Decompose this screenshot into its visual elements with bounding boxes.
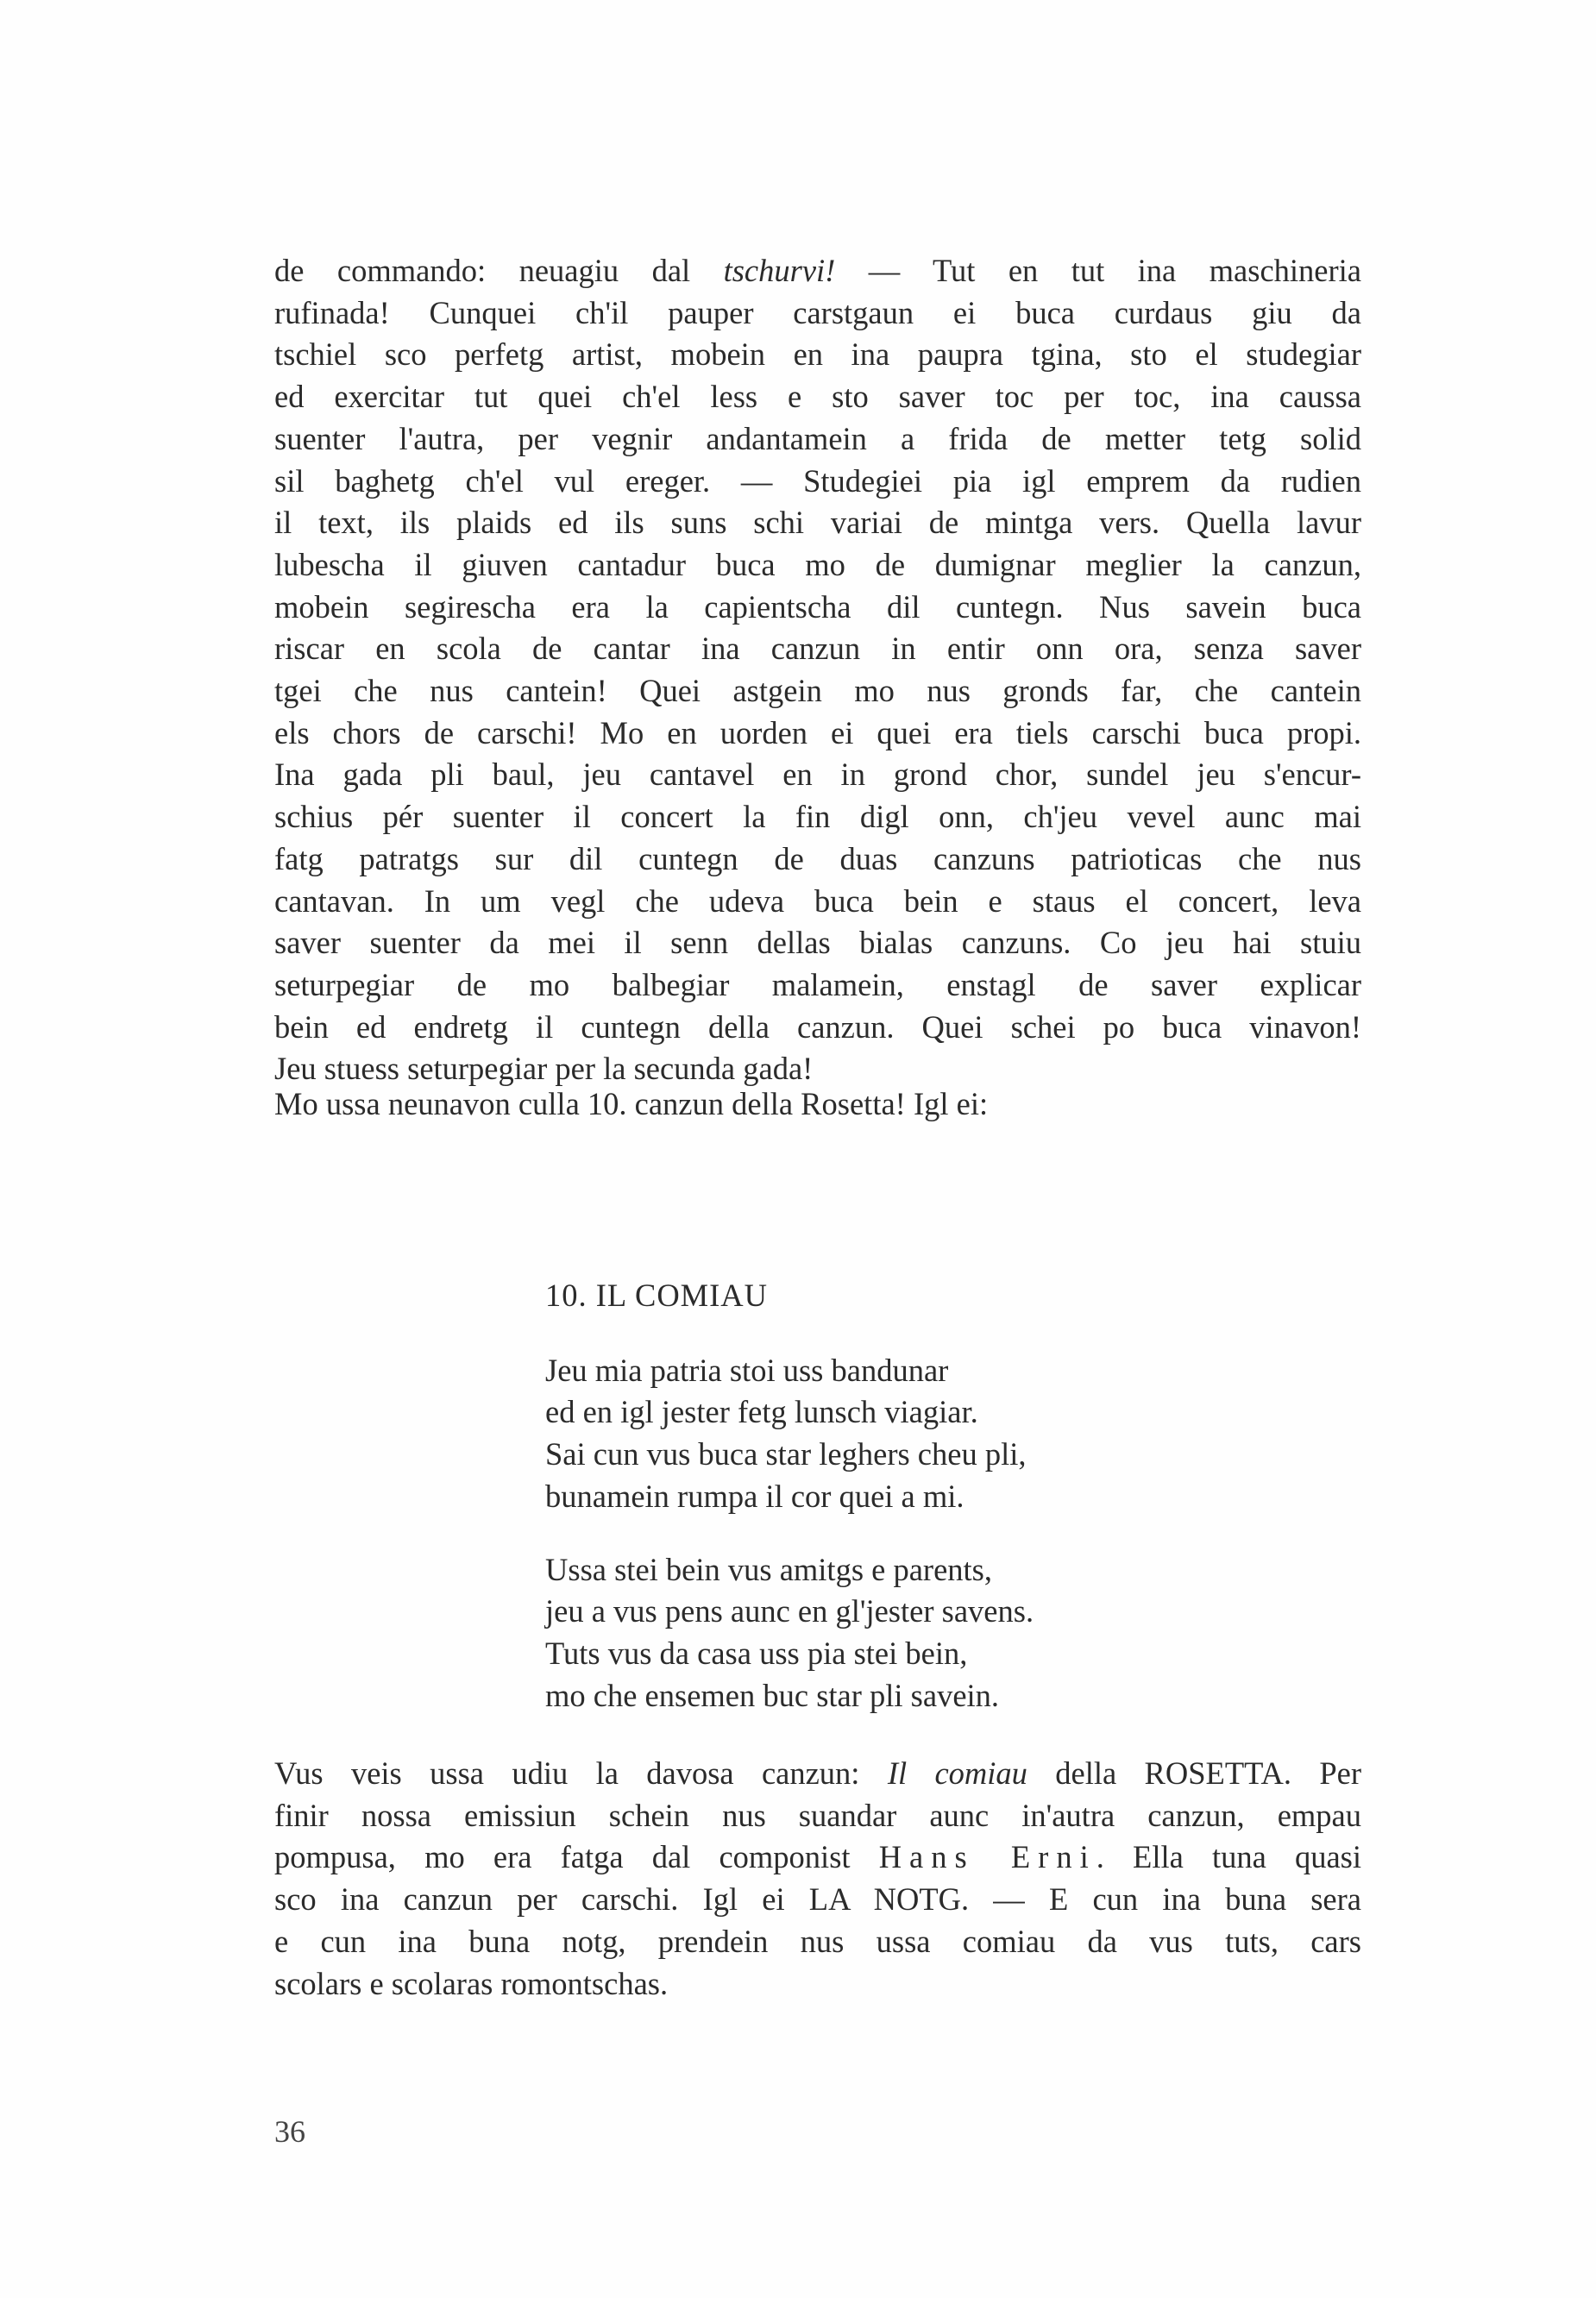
poem-title: 10. IL COMIAU (545, 1278, 769, 1313)
intro-line: Mo ussa neunavon culla 10. canzun della Rosetta! Igl ei: (274, 1086, 989, 1121)
prose-line: saver suenter da mei il senn dellas bialas canzuns. Co jeu hai stuiu (274, 925, 1361, 961)
prose-line: Ina gada pli baul, jeu cantavel en in grond chor, sundel jeu s'encur- (274, 757, 1361, 793)
prose-line: bein ed endretg il cuntegn della canzun. Quei schei po buca vinavon! (274, 1008, 1361, 1045)
prose-line: cantavan. In um vegl che udeva buca bein e staus el concert, leva (274, 882, 1361, 919)
closing-line: scolars e scolaras romontschas. (274, 1965, 669, 2001)
closing-line: pompusa, mo era fatga dal componist Hans Erni. Ella tuna quasi (274, 1839, 1362, 1875)
poem-verse: ed en igl jester fetg lunsch viagiar. (545, 1394, 978, 1430)
body-paragraph (274, 250, 1361, 1090)
prose-line: tschiel sco perfetg artist, mobein en ina paupra tgina, sto el studegiar (274, 336, 1361, 373)
poem-verse: Sai cun vus buca star leghers cheu pli, (545, 1436, 1027, 1472)
prose-line: ed exercitar tut quei ch'el less e sto saver toc per toc, ina caussa (274, 379, 1361, 415)
song-title-italic: Il comiau (887, 1755, 1027, 1791)
closing-line: sco ina canzun per carschi. Igl ei LA NOTG. — E cun ina buna sera (274, 1881, 1361, 1918)
prose-line: lubescha il giuven cantadur buca mo de dumignar meglier la canzun, (274, 546, 1361, 582)
poem-verse: mo che ensemen buc star pli savein. (545, 1677, 1000, 1713)
prose-line: riscar en scola de cantar ina canzun in entir onn ora, senza saver (274, 631, 1361, 667)
page-number: 36 (274, 2114, 305, 2149)
poem-verse: Jeu mia patria stoi uss bandunar (545, 1352, 949, 1388)
italic-term: tschurvi! (723, 253, 836, 288)
closing-line: Vus veis ussa udiu la davosa canzun: Il comiau della ROSETTA. Per (274, 1755, 1362, 1791)
poem-verse: Tuts vus da casa uss pia stei bein, (545, 1635, 968, 1671)
prose-line: fatg patratgs sur dil cuntegn de duas canzuns patrioticas che nus (274, 840, 1361, 876)
closing-line: e cun ina buna notg, prendein nus ussa comiau da vus tuts, cars (274, 1923, 1361, 1959)
prose-line: tgei che nus cantein! Quei astgein mo nus gronds far, che cantein (274, 673, 1361, 709)
poem-stanza (545, 1549, 1034, 1717)
prose-line: il text, ils plaids ed ils suns schi variai de mintga vers. Quella lavur (274, 505, 1361, 541)
poem-verse: jeu a vus pens aunc en gl'jester savens. (545, 1593, 1034, 1629)
prose-line: seturpegiar de mo balbegiar malamein, enstagl de saver explicar (274, 966, 1361, 1002)
prose-line: mobein segirescha era la capientscha dil cuntegn. Nus savein buca (274, 588, 1361, 625)
closing-line: finir nossa emissiun schein nus suandar aunc in'autra canzun, empau (274, 1797, 1361, 1833)
prose-line: rufinada! Cunquei ch'il pauper carstgaun ei buca curdaus giu da (274, 294, 1361, 330)
poem (545, 1275, 1034, 1748)
prose-line: suenter l'autra, per vegnir andantamein a frida de metter tetg solid (274, 420, 1361, 456)
poem-stanza (545, 1350, 1034, 1518)
composer-name: Hans Erni (878, 1839, 1096, 1875)
closing-paragraph (274, 1753, 1361, 2005)
poem-verse: Ussa stei bein vus amitgs e parents, (545, 1551, 993, 1587)
prose-line: Jeu stuess seturpegiar per la secunda gada! (274, 1051, 814, 1087)
prose-line: els chors de carschi! Mo en uorden ei quei era tiels carschi buca propi. (274, 714, 1361, 750)
prose-line: sil baghetg ch'el vul ereger. — Studegiei pia igl emprem da rudien (274, 462, 1361, 499)
prose-line: schius pér suenter il concert la fin digl onn, ch'jeu vevel aunc mai (274, 799, 1361, 835)
poem-verse: bunamein rumpa il cor quei a mi. (545, 1478, 965, 1514)
prose-line: de commando: neuagiu dal tschurvi! — Tut en tut ina maschineria (274, 253, 1361, 288)
